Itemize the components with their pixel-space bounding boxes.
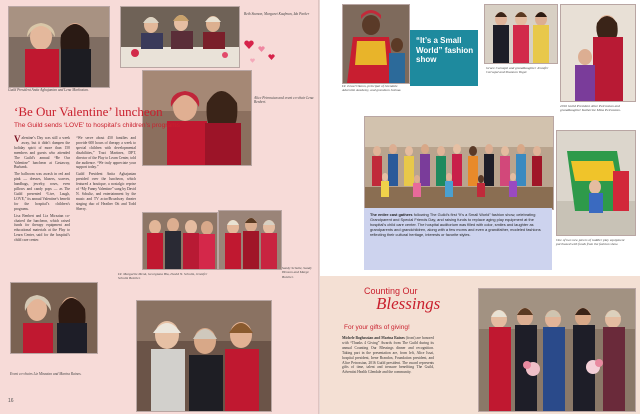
fashion-show-title-box [410,30,478,86]
caption-dr-israel: Dr. Israel Okonn, principal of Glendale Adventist Academy, and grandson Joshua. [342,84,402,93]
cast-description-box [364,208,552,270]
body-paragraph: Guild President Anita Aghajanian presided over the luncheon, which featured a boutique, a nostalgic reprise of “My Funny Valentine” sung by David N. Schultz, and entertainment by the music and TV actor/Broadway theater singing duo of Heather Ott and Todd Sherry. [76,172,136,211]
photo-toddler-equipment [556,130,636,236]
heart-icon [244,40,254,49]
blessings-lead: Michele Boghossian and Marina Raines [342,336,405,340]
page-subtitle: The Guild sends ‘LOVE’ to hospital’s children’s programs [14,122,180,129]
fashion-show-title: “It’s a Small World” fashion show [416,36,474,64]
photo-bottom-group [136,300,272,412]
page-number: 16 [8,398,14,404]
caption-grace-carvajal: Grace Carvajal and granddaughter Jennifer Carvajal and Shannon Vogel. [486,66,549,75]
caption-guild-president: Guild President Anita Aghajanian and Lena Markosian. [8,88,89,92]
caption-toddler: One of two new pieces of toddler play equipment purchased with funds from the fashion show. [556,238,625,247]
blessings-subtitle: For your gifts of giving! [344,324,410,331]
blessings-text [342,336,434,375]
body-paragraph: alentine’s Day was still a week away, but it didn’t dampen the holiday spirit of more than 150 members and guests who attended The Guild’s annual “Be Our Valentine” luncheon at Castaway, Burbank. [14,136,70,170]
heart-icon [268,54,275,60]
body-paragraph: “We serve about 450 families and provide 600 hours of therapy a week to special children with developmental disabilities,” Traci Martinez, DPT, director of the Play to Learn Center, told the audience. “We truly appreciate your support today.” [76,136,136,170]
caption-beth-margaret: Beth Stumon, Margaret Kaufman, Ida Parker [244,12,310,16]
photo-grace-carvajal [484,4,558,64]
caption-margarite-group: Dr. Margarite Menk, Georgiana Bla, David N. Schultz, Jennifer Schultz Bemiler. [118,272,208,281]
cast-description [370,212,548,237]
blessings-title-a: Counting Our [364,286,418,296]
article-col-2 [76,136,136,214]
blessings-title-b: Blessings [376,294,441,313]
cast-text: following The Guild’s first “It’s a Small World” fashion show, celebrating Grandparent and Special Friends Day, and raising funds to replace aging play equipment at the hospital’s child care center. The hospital auditorium was filled with color, smiles and laughter as grandparents and grandchildren, along with a few moms and even a grandfather, modeled fashions reflecting their cultural heritage, interests or favorite styles. [370,212,541,238]
photo-sandy-group [218,210,282,270]
dropcap: V [14,134,21,144]
blessings-body: (front) are honored with “Thanks 4 Giving” Awards from The Guild during its annual Counting Our Blessings dinner and recognition. Taking part in the presentation are, from left, Alice Issai, hospital president, Irene Brandon, Foundation president, and Alice Petrossian, 2016 Guild president. The award represents gifts of time, talent and treasure benefiting The Guild, Adventist Health Glendale and the community. [342,336,434,375]
cast-lead: The entire cast gathers [370,212,413,217]
body-paragraph: Lisa Benbert and Liz Mirzaian co-chaired the luncheon, which raised funds for therapy equipment and educational materials at the Play to Learn Center, said for the hospital’s child care center. [14,213,70,243]
photo-guild-president-2016 [560,4,636,102]
photo-guild-president [8,6,110,88]
photo-entire-cast [364,116,554,210]
photo-dr-israel [342,4,410,84]
caption-sandy-group: Sandy Schultz, Sandy Henson and Marge Butcher. [282,266,312,279]
photo-tea-table [120,6,240,68]
heart-icon [250,58,255,63]
article-col-1 [14,136,70,245]
caption-alice-lena: Alice Petrossian and event co-chair Lena Benbert. [254,96,314,105]
blessings-section [320,276,640,414]
photo-event-cochairs [10,282,98,354]
caption-event-cochairs: Event co-chairs Liz Mirzaian and Marina Raines. [10,372,82,376]
caption-guild-president-2016: 2016 Guild President Alice Petrossian and granddaughter Katherine Mina Petrossian. [560,104,621,113]
page-title: ‘Be Our Valentine’ luncheon [14,104,163,119]
photo-blessings-awards [478,288,636,412]
heart-icon [258,46,265,52]
right-page [320,0,640,414]
body-paragraph: The ballroom was awash in red and pink — dresses, blazers, scarves, handbags, jewelry, roses, even pillows and candy pops — as The Guild presented “Live, Laugh, LOVE,” its annual Valentine’s benefit for the hospital’s children’s programs. [14,172,70,211]
photo-margarite-group [142,212,218,270]
